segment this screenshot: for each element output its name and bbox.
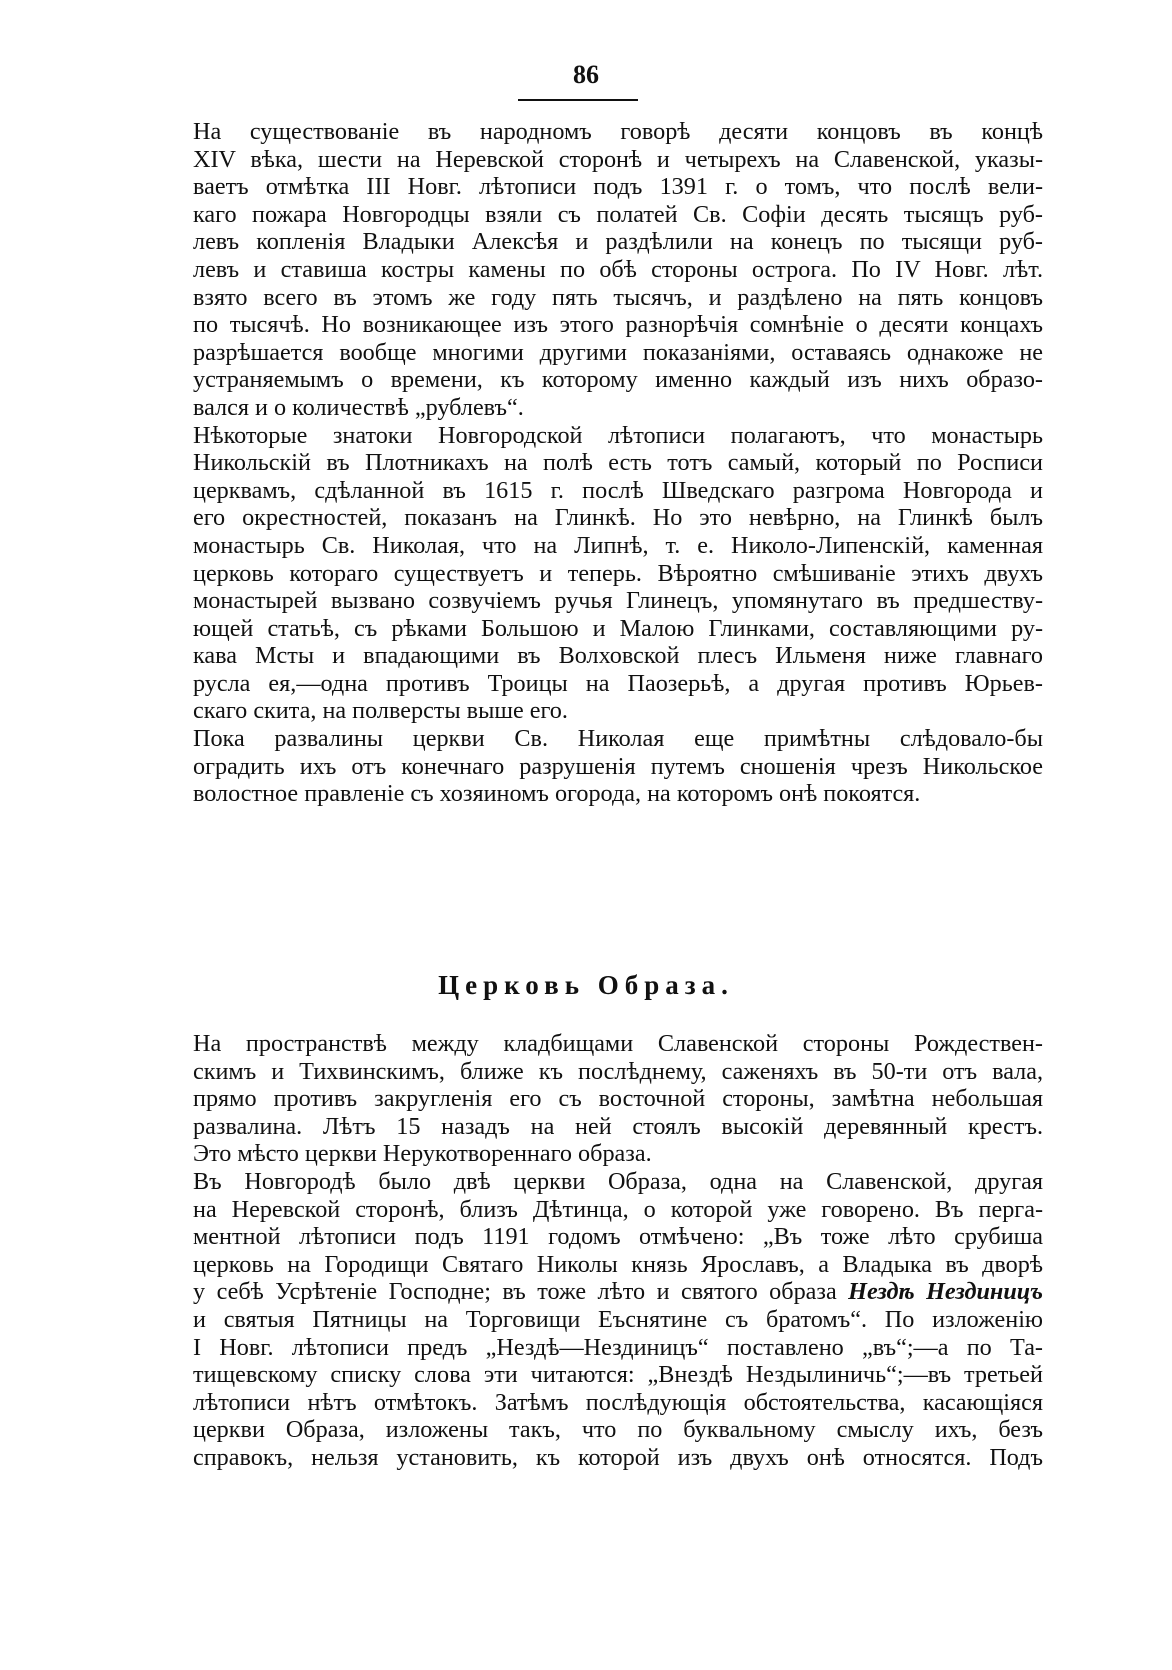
text-line: лѣтописи нѣтъ отмѣтокъ. Затѣмъ послѣдующія обстоятельства, касающіяся xyxy=(193,1388,1043,1416)
text-line: каго пожара Новгородцы взяли съ полатей Св. Софіи десять тысящъ руб- xyxy=(193,200,1043,228)
text-line: кава Мсты и впадающими въ Волховской плесъ Ильменя ниже главнаго xyxy=(193,642,1043,670)
text-line: церквамъ, сдѣланной въ 1615 г. послѣ Шведскаго разгрома Новгорода и xyxy=(193,476,1043,504)
section-text-part2 xyxy=(163,1030,1043,1472)
text-line: левъ копленія Владыки Алексѣя и раздѣлили на конецъ по тысящи руб- xyxy=(193,228,1043,256)
text-line: левъ и ставиша костры камены по обѣ стороны острога. По IV Новг. лѣт. xyxy=(193,255,1043,283)
text-line: ментной лѣтописи подъ 1191 годомъ отмѣчено: „Въ тоже лѣто срубиша xyxy=(193,1223,1043,1251)
text-line: справокъ, нельзя установить, къ которой изъ двухъ онѣ относятся. Подъ xyxy=(193,1443,1043,1471)
paragraph-1 xyxy=(163,118,1043,422)
page-number-rule xyxy=(518,99,638,101)
text-line: ющей статьѣ, съ рѣками Большою и Малою Глинками, составляющими ру- xyxy=(193,614,1043,642)
text-line: оградить ихъ отъ конечнаго разрушенія путемъ сношенія чрезъ Никольское xyxy=(193,752,1043,780)
text-line: церкви Образа, изложены такъ, что по буквальному смыслу ихъ, безъ xyxy=(193,1416,1043,1444)
text-line: XIV вѣка, шести на Неревской сторонѣ и четырехъ на Славенской, указы- xyxy=(193,145,1043,173)
text-line: на Неревской сторонѣ, близъ Дѣтинца, о которой уже говорено. Въ перга- xyxy=(193,1195,1043,1223)
text-fragment: у себѣ Усрѣтеніе Господне; въ тоже лѣто и святого образа xyxy=(193,1278,849,1306)
text-line: скаго скита, на полверсты выше его. xyxy=(193,697,568,725)
paragraph-3 xyxy=(163,725,1043,808)
text-line: русла ея,—одна противъ Троицы на Паозерьѣ, а другая противъ Юрьев- xyxy=(193,669,1043,697)
text-line: церковь на Городищи Святаго Николы князь Ярославъ, а Владыка въ дворѣ xyxy=(193,1250,1043,1278)
text-line: вался и о количествѣ „рублевъ“. xyxy=(193,393,524,421)
text-line: по тысячѣ. Но возникающее изъ этого разнорѣчія сомнѣніе о десяти концахъ xyxy=(193,311,1043,339)
text-line: Въ Новгородѣ было двѣ церкви Образа, одна на Славенской, другая xyxy=(193,1167,1043,1195)
text-line: развалина. Лѣтъ 15 назадъ на ней стоялъ высокій деревянный крестъ. xyxy=(193,1112,1043,1140)
text-line: I Новг. лѣтописи предъ „Нездѣ—Нездиницъ“ поставлено „въ“;—а по Та- xyxy=(193,1333,1043,1361)
text-line: монастырь Св. Николая, что на Липнѣ, т. е. Николо-Липенскій, каменная xyxy=(193,531,1043,559)
text-line: разрѣшается вообще многими другими показаніями, оставаясь однакоже не xyxy=(193,338,1043,366)
text-line: Пока развалины церкви Св. Николая еще примѣтны слѣдовало-бы xyxy=(193,725,1043,753)
text-line: его окрестностей, показанъ на Глинкѣ. Но это невѣрно, на Глинкѣ былъ xyxy=(193,504,1043,532)
section-text-part1 xyxy=(163,118,1043,808)
paragraph-2 xyxy=(163,422,1043,726)
text-line: тищевскому списку слова эти читаются: „Внездѣ Нездылиничь“;—въ третьей xyxy=(193,1361,1043,1389)
text-line: взято всего въ этомъ же году пять тысячъ, и раздѣлено на пять концовъ xyxy=(193,283,1043,311)
text-line: На существованіе въ народномъ говорѣ десяти концовъ въ концѣ xyxy=(193,118,1043,145)
text-line: Это мѣсто церкви Нерукотвореннаго образа. xyxy=(193,1140,652,1168)
text-line: Никольскій въ Плотникахъ на полѣ есть тотъ самый, который по Росписи xyxy=(193,449,1043,477)
section-heading: Церковь Образа. xyxy=(438,970,734,1000)
text-line: На пространствѣ между кладбищами Славенской стороны Рождествен- xyxy=(193,1030,1043,1057)
emphasized-phrase: Нездѣ Нездиницъ xyxy=(848,1278,1043,1306)
paragraph-4 xyxy=(163,1030,1043,1168)
text-line: прямо противъ закругленія его съ восточной стороны, замѣтна небольшая xyxy=(193,1085,1043,1113)
text-line: монастырей вызвано созвучіемъ ручья Глинецъ, упомянутаго въ предшеству- xyxy=(193,587,1043,615)
page-number: 86 xyxy=(573,60,599,89)
paragraph-5 xyxy=(163,1168,1043,1472)
text-line: церковь котораго существуетъ и теперь. Вѣроятно смѣшиваніе этихъ двухъ xyxy=(193,559,1043,587)
text-line: устраняемымъ о времени, къ которому именно каждый изъ нихъ образо- xyxy=(193,366,1043,394)
text-line: и святыя Пятницы на Торговищи Еъснятине съ братомъ“. По изложенію xyxy=(193,1305,1043,1333)
text-line: ваетъ отмѣтка III Новг. лѣтописи подъ 1391 г. о томъ, что послѣ вели- xyxy=(193,173,1043,201)
text-line: Нѣкоторые знатоки Новгородской лѣтописи полагаютъ, что монастырь xyxy=(193,421,1043,449)
text-line xyxy=(163,1278,1043,1306)
text-line: скимъ и Тихвинскимъ, ближе къ послѣднему, саженяхъ въ 50-ти отъ вала, xyxy=(193,1057,1043,1085)
text-line: волостное правленіе съ хозяиномъ огорода, на которомъ онѣ покоятся. xyxy=(193,780,921,808)
